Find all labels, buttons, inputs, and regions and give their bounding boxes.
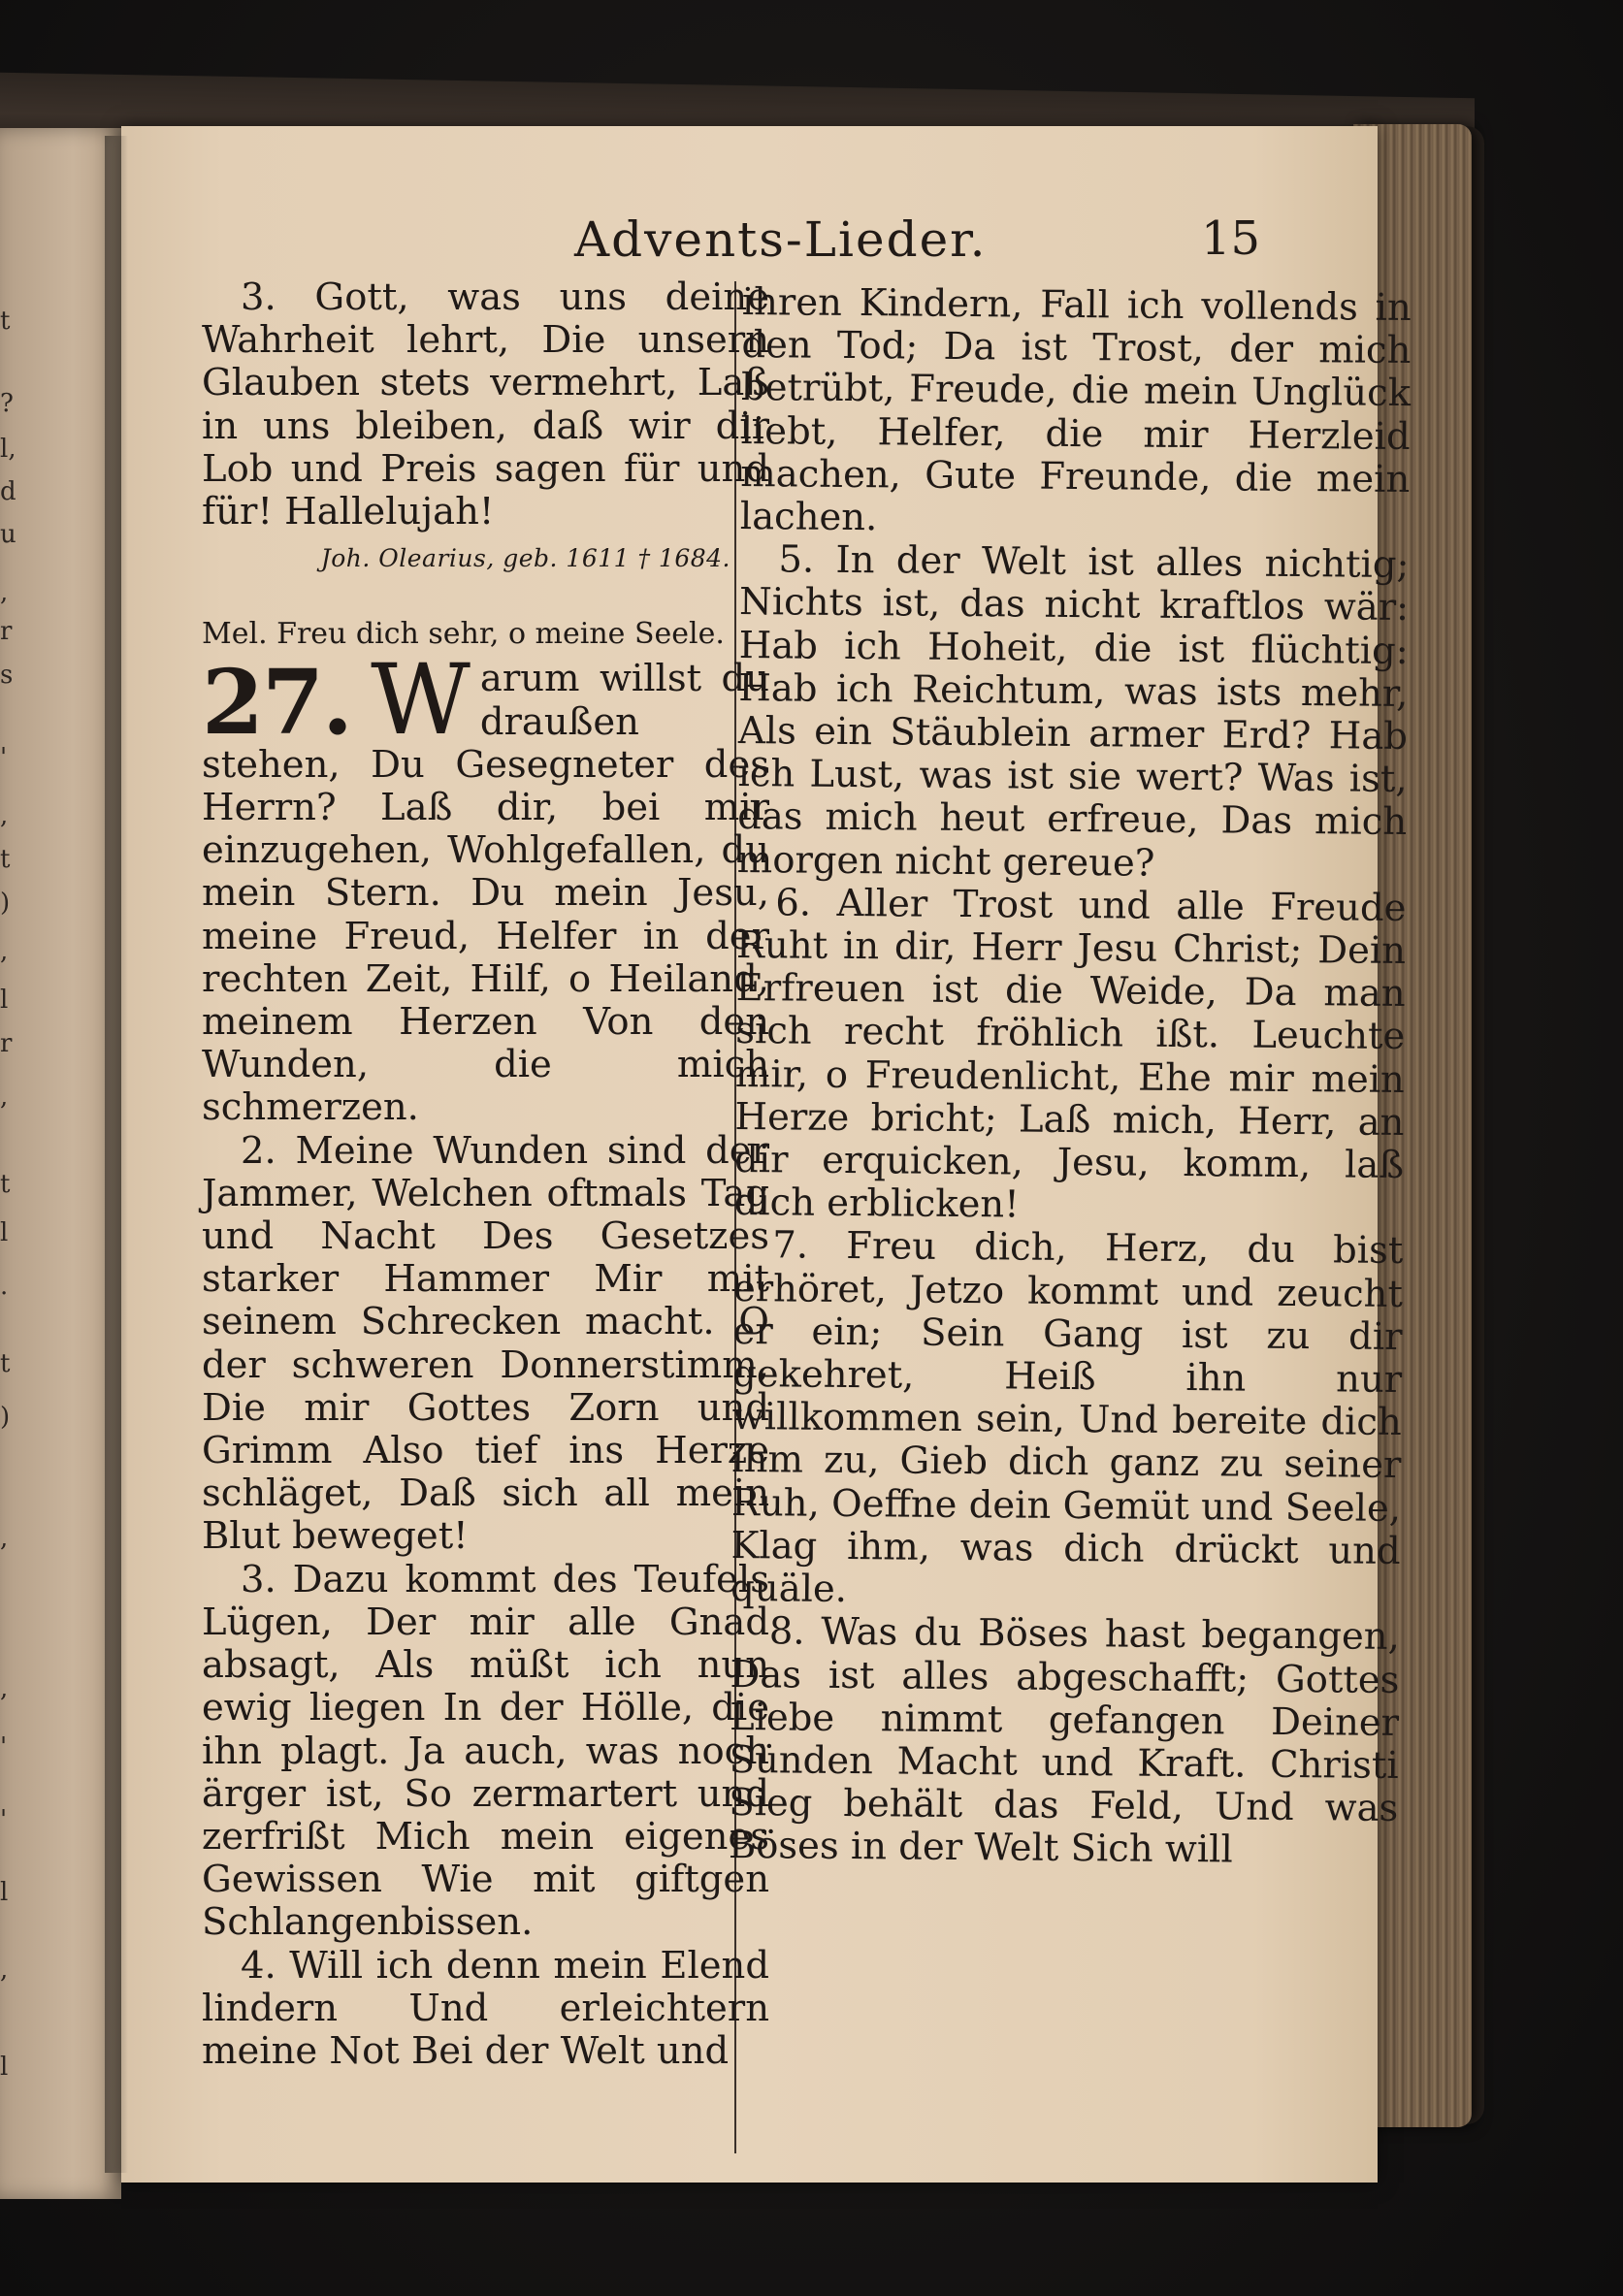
melody-line: Mel. Freu dich sehr, o meine Seele. xyxy=(202,617,725,652)
left-page-fragment: t xyxy=(0,1349,11,1378)
left-page-fragment: r xyxy=(0,1029,13,1058)
stanza-4-continued: ihren Kindern, Fall ich vollends in den Tod; Da ist Trost, der mich betrübt, Freude, die mein Unglück liebt, Helfer, die mir Herzleid machen, Gute Freunde, die mein lachen. xyxy=(739,280,1412,540)
left-page-fragment: t xyxy=(0,845,11,874)
stanza-6: 6. Aller Trost und alle Freude Ruht in dir, Herr Jesu Christ; Dein Erfreuen ist die Weide, Da man sich recht fröhlich ißt. Leuchte mir, o Freudenlicht, Ehe mir mein Herze bricht; Laß mich, Herr, an dir erquicken, Jesu, komm, laß dich erblicken! xyxy=(733,881,1407,1227)
left-page-fragment: d xyxy=(0,477,16,506)
left-page-fragment: , xyxy=(0,578,9,607)
right-column xyxy=(729,281,1412,1873)
stanza-7: 7. Freu dich, Herz, du bist erhöret, Jetzo kommt und zeucht er ein; Sein Gang ist zu dir gekehret, Heiß ihn nur willkommen sein, Und bereite dich ihm zu, Gieb dich ganz zu seiner Ruh, Oeffne dein Gemüt und Seele, Klag ihm, was dich drückt und quäle. xyxy=(730,1223,1404,1612)
stanza-4: 4. Will ich denn mein Elend lindern Und erleichtern meine Not Bei der Welt und xyxy=(202,1943,769,2073)
left-page-fragment: l xyxy=(0,1218,9,1247)
left-page-fragment: , xyxy=(0,1674,9,1703)
left-page-fragment: , xyxy=(0,801,9,830)
stanza-8: 8. Was du Böses hast begangen, Das ist alles abgeschafft; Gottes Liebe nimmt gefangen Deiner Sünden Macht und Kraft. Christi Sieg behält das Feld, Und was Böses in der Welt Sich will xyxy=(728,1609,1401,1872)
left-page-fragment: s xyxy=(0,661,14,690)
page-gutter-shadow xyxy=(105,136,128,2173)
stanza-2: 2. Meine Wunden sind der Jammer, Welchen oftmals Tag und Nacht Des Gesetzes starker Hammer Mir mit seinem Schrecken macht. O der schweren Donnerstimm, Die mir Gottes Zorn und Grimm Also tief ins Herze schläget, Daß sich all mein Blut beweget! xyxy=(202,1128,769,1559)
left-page-fragment: ' xyxy=(0,1732,8,1762)
stanza-3: 3. Dazu kommt des Teufels Lügen, Der mir alle Gnad absagt, Als müßt ich nun ewig liegen In der Hölle, die ihn plagt. Ja auch, was noch ärger ist, So zermartert und zerfrißt Mich mein eigenes Gewissen Wie mit giftgen Schlangenbissen. xyxy=(202,1557,769,1945)
left-page-fragment: , xyxy=(0,937,9,966)
left-page-fragment: l xyxy=(0,1878,9,1907)
right-column-wrap xyxy=(726,281,1421,2159)
stanza-3-previous-hymn: 3. Gott, was uns deine Wahrheit lehrt, Die unsern Glauben stets vermehrt, Laß in uns bleiben, daß wir dir Lob und Preis sagen für und für! Hallelujah! xyxy=(202,275,769,534)
left-page-fragment: ? xyxy=(0,389,14,418)
left-page-edge xyxy=(0,128,121,2199)
drop-cap: W xyxy=(371,643,471,758)
left-page-fragment: r xyxy=(0,617,13,646)
left-page-fragment: . xyxy=(0,1272,9,1301)
left-page-fragment: , xyxy=(0,1524,9,1553)
left-column xyxy=(202,276,769,2073)
running-title: Advents-Lieder. xyxy=(574,211,988,268)
stanza-1-text: arum willst du draußen stehen, Du Gesegneter des Herrn? Laß dir, bei mir einzugehen, Wohlgefallen, du mein Stern. Du mein Jesu, meine Freud, Helfer in der rechten Zeit, Hilf, o Heiland, meinem Herzen Von den Wunden, die mich schmerzen. xyxy=(202,657,769,1130)
hymn-number: 27. xyxy=(202,650,352,756)
page-number: 15 xyxy=(1201,211,1261,266)
hymn-27-stanza-1 xyxy=(202,643,769,1130)
left-page-fragment: l xyxy=(0,986,9,1015)
book-page xyxy=(121,126,1412,2183)
left-page-fragment: ' xyxy=(0,743,8,772)
left-page-fragment: l, xyxy=(0,435,16,464)
left-page-fragment: t xyxy=(0,1170,11,1199)
left-page-fragment: u xyxy=(0,520,16,549)
left-page-fragment: t xyxy=(0,307,11,336)
left-page-fragment: ) xyxy=(0,1403,11,1432)
left-page-fragment: ) xyxy=(0,889,11,918)
stanza-5: 5. In der Welt ist alles nichtig; Nichts ist, das nicht kraftlos wär: Hab ich Hoheit, die ist flüchtig: Hab ich Reichtum, was ists mehr, Als ein Stäublein armer Erd? Hab ich Lust, was ist sie wert? Was ist, das mich heut erfreue, Das mich morgen nicht gereue? xyxy=(736,537,1410,886)
left-page-fragment: , xyxy=(0,1083,9,1112)
author-attribution: Joh. Olearius, geb. 1611 † 1684. xyxy=(320,544,730,573)
page-header xyxy=(121,211,1378,279)
left-page-fragment: l xyxy=(0,2053,9,2082)
left-page-fragment: ' xyxy=(0,1805,8,1834)
left-page-fragment: , xyxy=(0,1956,9,1985)
